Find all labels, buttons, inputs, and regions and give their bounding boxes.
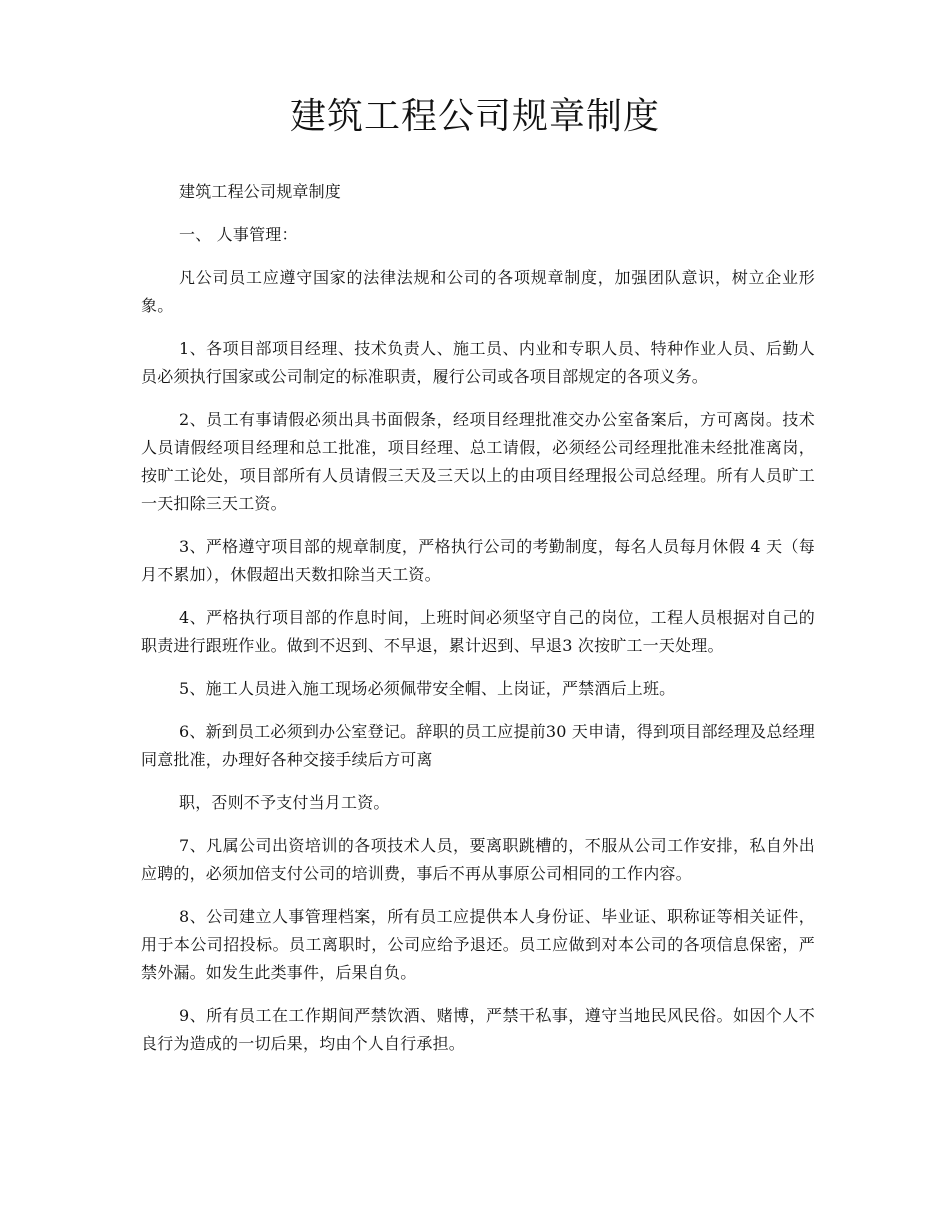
- rule-paragraph-5: 5、施工人员进入施工现场必须佩带安全帽、上岗证，严禁酒后上班。: [179, 679, 676, 698]
- rule-paragraph-1: 1、各项目部项目经理、技术负责人、施工员、内业和专职人员、特种作业人员、后勤人员必须执行国家或公司制定的标准职责，履行公司或各项目部规定的各项义务。: [141, 339, 815, 386]
- document-title: 建筑工程公司规章制度: [289, 96, 660, 137]
- rule-paragraph-6: 6、新到员工必须到办公室登记。辞职的员工应提前30 天申请，得到项目部经理及总经理同意批准，办理好各种交接手续后方可离: [141, 722, 815, 769]
- rule-paragraph-4: 4、严格执行项目部的作息时间，上班时间必须坚守自己的岗位，工程人员根据对自己的职责进行跟班作业。做到不迟到、不早退，累计迟到、早退3 次按旷工一天处理。: [141, 608, 815, 655]
- rule-paragraph-3: 3、严格遵守项目部的规章制度，严格执行公司的考勤制度，每名人员每月休假 4 天（每月不累加），休假超出天数扣除当天工资。: [141, 537, 815, 584]
- rule-paragraph-7: 7、凡属公司出资培训的各项技术人员，要离职跳槽的，不服从公司工作安排，私自外出应聘的，必须加倍支付公司的培训费，事后不再从事原公司相同的工作内容。: [141, 836, 815, 883]
- document-body: [141, 178, 815, 1073]
- rule-paragraph-6-continued: 职，否则不予支付当月工资。: [179, 793, 390, 812]
- rule-paragraph-9: 9、所有员工在工作期间严禁饮酒、赌博，严禁干私事，遵守当地民风民俗。如因个人不良行为造成的一切后果，均由个人自行承担。: [141, 1006, 815, 1053]
- intro-paragraph: 凡公司员工应遵守国家的法律法规和公司的各项规章制度，加强团队意识，树立企业形象。: [141, 268, 815, 315]
- rule-paragraph-8: 8、公司建立人事管理档案，所有员工应提供本人身份证、毕业证、职称证等相关证件，用于本公司招投标。员工离职时，公司应给予退还。员工应做到对本公司的各项信息保密，严禁外漏。如发生此类事件，后果自负。: [141, 907, 815, 982]
- rule-paragraph-2: 2、员工有事请假必须出具书面假条，经项目经理批准交办公室备案后，方可离岗。技术人员请假经项目经理和总工批准，项目经理、总工请假，必须经公司经理批准未经批准离岗，按旷工论处，项目部所有人员请假三天及三天以上的由项目经理报公司总经理。所有人员旷工一天扣除三天工资。: [141, 410, 815, 513]
- body-subtitle: 建筑工程公司规章制度: [179, 182, 342, 201]
- section-heading-personnel: 一、 人事管理：: [179, 225, 298, 244]
